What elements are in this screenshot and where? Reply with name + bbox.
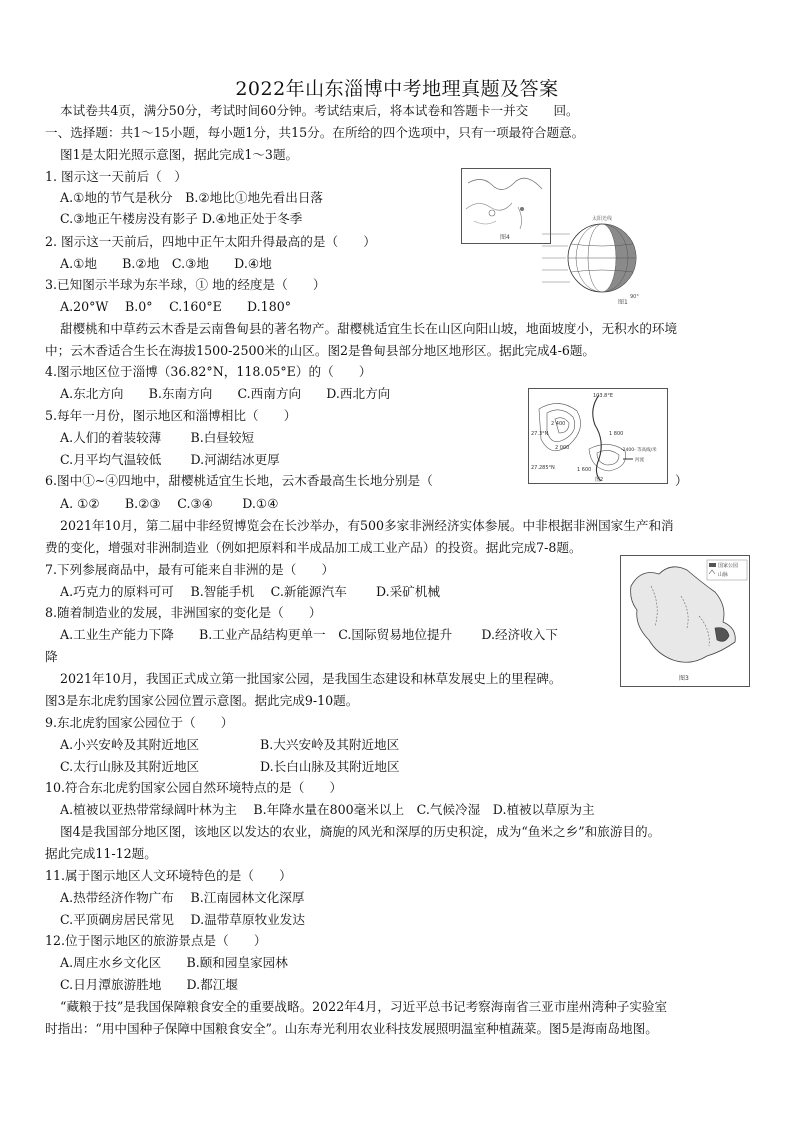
q10-options: A.植被以亚热带常绿阔叶林为主 B.年降水量在800毫米以上 C.气候冷湿 D.植被以草原为主 xyxy=(60,802,595,817)
figure-4-map xyxy=(461,168,551,244)
passage-africa-2: 费的变化，增强对非洲制造业（例如把原料和半成品加工成工业产品）的投资。据此完成7-8题。 xyxy=(45,540,582,555)
q9-option-b: B.大兴安岭及其附近地区 xyxy=(260,737,400,752)
question-10: 10.符合东北虎豹国家公园自然环境特点的是（ ） xyxy=(45,780,343,795)
q6-options: A. ①② B.②③ C.③④ D.①④ xyxy=(60,496,279,511)
fig3-legend-park: 国家公园 xyxy=(718,563,739,569)
question-6: 6.图中①~④四地中，甜樱桃适宜生长地，云木香最高生长地分别是（ xyxy=(45,473,433,488)
q11-options-cd: C.平顶碉房居民常见 D.温带草原牧业发达 xyxy=(60,912,305,927)
q8-options: A.工业生产能力下降 B.工业产品结构更单一 C.国际贸易地位提升 D.经济收入下 xyxy=(60,627,558,642)
q9-option-c: C.太行山脉及其附近地区 xyxy=(60,759,200,774)
fig2-contour-1600: 1 600 xyxy=(577,467,592,473)
passage-park-1: 2021年10月，我国正式成立第一批国家公园，是我国生态建设和林草发展史上的里程碑。 xyxy=(60,671,562,686)
page-title: 2022年山东淄博中考地理真题及答案 xyxy=(235,78,559,100)
q11-options-ab: A.热带经济作物广布 B.江南园林文化深厚 xyxy=(60,890,305,905)
q8-options-cont: 降 xyxy=(45,649,58,664)
fig2-contour-2000: 2 000 xyxy=(555,445,570,451)
q5-options-cd: C.月平均气温较低 D.河湖结冰更厚 xyxy=(60,452,280,467)
question-11: 11.属于图示地区人文环境特色的是（ ） xyxy=(45,868,292,883)
fig2-legend-river: 河流 xyxy=(635,458,644,463)
q4-options: A.东北方向 B.东南方向 C.西南方向 D.西北方向 xyxy=(60,386,391,401)
passage-seed-1: “藏粮于技”是我国保障粮食安全的重要战略。2022年4月，习近平总书记考察海南省三亚市崖州湾种子实验室 xyxy=(60,999,668,1014)
q9-option-a: A.小兴安岭及其附近地区 xyxy=(60,737,200,752)
question-12: 12.位于图示地区的旅游景点是（ ） xyxy=(45,933,267,948)
fig2-lat-1: 27.3°N xyxy=(531,431,549,437)
question-3: 3.已知图示半球为东半球，① 地的经度是（ ） xyxy=(45,277,326,292)
q9-option-d: D.长白山脉及其附近地区 xyxy=(260,759,400,774)
fig2-legend-contour: -2400- 等高线/米 xyxy=(621,448,657,453)
sun-rays-label: 太阳光线 xyxy=(592,216,613,222)
passage-region-2: 据此完成11-12题。 xyxy=(45,846,157,861)
q12-options-cd: C.日月潭旅游胜地 D.都江堰 xyxy=(60,977,238,992)
question-7: 7.下列参展商品中，最有可能来自非洲的是（ ） xyxy=(45,562,335,577)
question-9: 9.东北虎豹国家公园位于（ ） xyxy=(45,715,234,730)
q12-options-ab: A.周庄水乡文化区 B.颐和园皇家园林 xyxy=(60,955,288,970)
question-8: 8.随着制造业的发展，非洲国家的变化是（ ） xyxy=(45,605,322,620)
figure-3-northeast-map xyxy=(620,555,750,687)
passage-seed-2: 时指出：“用中国种子保障中国粮食安全”。山东寿光利用农业科技发展照明温室种植蔬菜。图5是海南岛地图。 xyxy=(45,1021,658,1036)
figure-3-caption: 图3 xyxy=(679,675,689,682)
figure-2-contour-map xyxy=(528,388,668,484)
figure-4-caption: 图4 xyxy=(500,234,510,241)
passage-africa-1: 2021年10月，第二届中非经贸博览会在长沙举办，有500多家非洲经济实体参展。中非根据非洲国家生产和消 xyxy=(60,518,674,533)
q3-options: A.20°W B.0° C.160°E D.180° xyxy=(60,299,292,314)
lead-text: 图1是太阳光照示意图，据此完成1～3题。 xyxy=(60,147,299,162)
fig1-latitude-label: 90° xyxy=(630,294,639,300)
passage-cherry-1: 甜樱桃和中草药云木香是云南鲁甸县的著名物产。甜樱桃适宜生长在山区向阳山坡，地面坡度小，无积水的环境 xyxy=(60,321,678,336)
fig2-contour-1800: 1 800 xyxy=(609,431,624,437)
fig2-contour-2400: 2 400 xyxy=(551,421,566,427)
fig2-lat-2: 27.285°N xyxy=(531,465,555,471)
question-5: 5.每年一月份，图示地区和淄博相比（ ） xyxy=(45,408,297,423)
exam-intro: 本试卷共4页，满分50分，考试时间60分钟。考试结束后，将本试卷和答题卡一并交 回。 xyxy=(60,103,579,118)
q1-options-ab: A.①地的节气是秋分 B.②地比①地先看出日落 xyxy=(60,190,324,205)
question-2: 2. 图示这一天前后，四地中正午太阳升得最高的是（ ） xyxy=(45,234,376,249)
figure-2-caption: 图2 xyxy=(595,477,604,483)
question-1: 1. 图示这一天前后（ ） xyxy=(45,169,187,184)
passage-park-2: 图3是东北虎豹国家公园位置示意图。据此完成9-10题。 xyxy=(45,693,359,708)
q7-options: A.巧克力的原料可可 B.智能手机 C.新能源汽车 D.采矿机械 xyxy=(60,584,441,599)
fig2-longitude: 103.8°E xyxy=(593,393,613,399)
figure-1-globe xyxy=(540,212,650,304)
fig3-legend-mountain: 山脉 xyxy=(718,572,729,578)
q6-close-paren: ） xyxy=(675,473,688,488)
figure-1-caption: 图1 xyxy=(618,299,628,304)
question-4: 4.图示地区位于淄博（36.82°N，118.05°E）的（ ） xyxy=(45,364,372,379)
q1-options-cd: C.③地正午楼房没有影子 D.④地正处于冬季 xyxy=(60,211,303,226)
passage-region-1: 图4是我国部分地区图，该地区以发达的农业，旖旎的风光和深厚的历史积淀，成为“鱼米之乡”和旅游目的。 xyxy=(60,824,661,839)
passage-cherry-2: 中；云木香适合生长在海拔1500-2500米的山区。图2是鲁甸县部分地区地形区。据此完成4-6题。 xyxy=(45,343,596,358)
q2-options: A.①地 B.②地 C.③地 D.④地 xyxy=(60,256,272,271)
section-heading: 一、选择题：共1～15小题，每小题1分，共15分。在所给的四个选项中，只有一项最符合题意。 xyxy=(45,125,585,140)
q5-options-ab: A.人们的着装较薄 B.白昼较短 xyxy=(60,430,255,445)
